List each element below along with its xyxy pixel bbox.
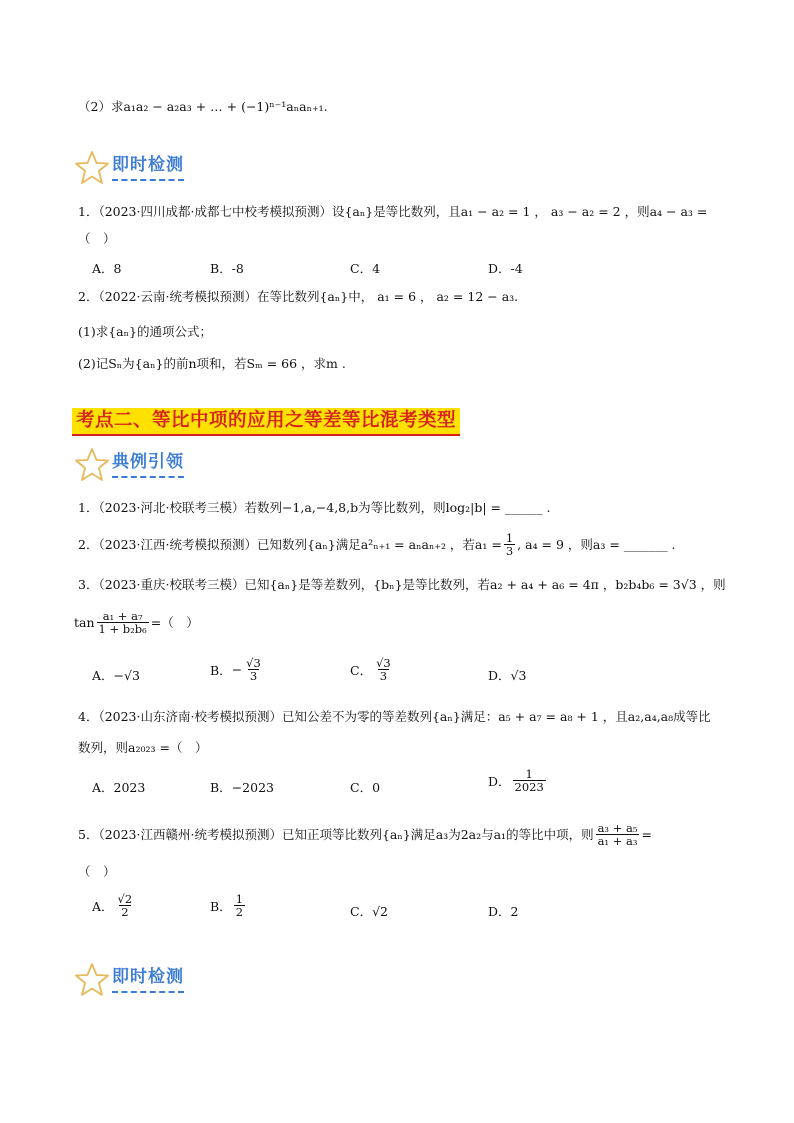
option-fraction <box>234 893 245 918</box>
example-4-stem-cont: 数列，则a₂₀₂₃ =（ ） <box>78 740 208 755</box>
star-icon <box>74 150 110 186</box>
fraction-denominator: 2 <box>235 905 244 920</box>
option-fraction <box>244 657 263 682</box>
example-3-expression <box>74 610 199 635</box>
example-4-option-b[interactable] <box>210 778 274 796</box>
example-1: 1．（2023·河北·校联考三模）若数列−1,a,−4,8,b为等比数列，则log₂|b| = ______ . <box>78 500 551 515</box>
example-label: 典例引领 <box>112 452 184 477</box>
option-value: √2 <box>372 904 388 919</box>
option-prefix: C． <box>350 780 373 795</box>
example-4-option-a[interactable] <box>92 778 145 796</box>
instant-check-label: 即时检测 <box>112 155 184 180</box>
option-prefix: A． <box>92 668 114 683</box>
problem-1-blank: （ ） <box>78 231 116 246</box>
example-2-fraction <box>504 532 515 557</box>
fraction-denominator: 3 <box>249 669 258 684</box>
fraction-denominator: 3 <box>379 669 388 684</box>
option-prefix: D． <box>488 773 511 789</box>
example-3-option-b[interactable] <box>210 657 265 682</box>
example-3-option-d[interactable] <box>488 666 526 684</box>
problem-1-option-c[interactable]: C．4 <box>350 261 381 276</box>
fraction-numerator: a₁ + a₇ <box>102 609 143 623</box>
fraction-numerator: √3 <box>246 656 261 670</box>
example-5-blank: （ ） <box>78 864 116 879</box>
option-prefix: A． <box>92 898 114 914</box>
fraction-numerator: 1 <box>525 767 533 781</box>
option-value: −2023 <box>231 780 274 795</box>
example-5-option-c[interactable] <box>350 902 388 920</box>
problem-2-part-2: (2)记Sₙ为{aₙ}的前n项和，若Sₘ = 66 ，求m . <box>78 356 346 371</box>
fraction-denominator: 2023 <box>514 780 544 795</box>
fraction-numerator: a₃ + a₅ <box>597 821 638 835</box>
example-5-fraction <box>596 822 640 847</box>
example-4-option-c[interactable] <box>350 778 380 796</box>
example-3-option-c[interactable] <box>350 657 395 682</box>
problem-2-stem: 2．（2022·云南·统考模拟预测）在等比数列{aₙ}中， a₁ = 6 ， a₂ = 12 − a₃. <box>78 289 519 304</box>
fraction-numerator: 1 <box>235 892 244 906</box>
instant-check-header <box>74 962 184 998</box>
fraction-denominator: a₁ + a₃ <box>597 834 638 849</box>
option-prefix: B． <box>210 662 232 678</box>
option-fraction <box>513 768 546 793</box>
option-value: 2 <box>510 904 519 919</box>
option-prefix: D． <box>488 668 511 683</box>
example-3-option-a[interactable] <box>92 666 140 684</box>
option-value: 0 <box>372 780 381 795</box>
problem-2-part-1: (1)求{aₙ}的通项公式； <box>78 324 212 339</box>
fraction-numerator: 1 <box>505 531 514 545</box>
example-5-eq: = <box>641 827 652 843</box>
option-value: 2023 <box>113 780 146 795</box>
problem-1-option-d[interactable]: D．-4 <box>488 261 523 276</box>
option-sign: − <box>231 662 243 678</box>
example-header <box>74 447 184 483</box>
option-fraction <box>374 657 393 682</box>
fraction-numerator: √3 <box>376 656 391 670</box>
option-prefix: A． <box>92 780 114 795</box>
example-3-tail: =（ ） <box>150 615 199 631</box>
example-4-option-d[interactable] <box>488 768 548 793</box>
fraction-denominator: 2 <box>121 905 129 920</box>
fraction-denominator: 1 + b₂b₆ <box>98 622 147 637</box>
example-3-fraction <box>97 610 149 635</box>
option-fraction <box>116 893 135 918</box>
problem-1-option-b[interactable]: B．-8 <box>210 261 244 276</box>
option-value: −√3 <box>113 668 140 683</box>
option-prefix: C． <box>350 662 373 678</box>
tan-label: tan <box>74 615 95 631</box>
option-prefix: B． <box>210 898 232 914</box>
example-5-stem <box>78 822 652 847</box>
section-title: 考点二、等比中项的应用之等差等比混考类型 <box>72 408 460 436</box>
star-icon <box>74 962 110 998</box>
example-5-option-b[interactable] <box>210 893 247 918</box>
example-5-option-d[interactable] <box>488 902 518 920</box>
instant-check-header <box>74 150 184 186</box>
example-3-stem: 3．（2023·重庆·校联考三模）已知{aₙ}是等差数列，{bₙ}是等比数列，若a₂ + a₄ + a₆ = 4π ，b₂b₄b₆ = 3√3 ，则 <box>78 577 726 592</box>
example-5-text: 5．（2023·江西赣州·统考模拟预测）已知正项等比数列{aₙ}满足a₃为2a₂与a₁的等比中项，则 <box>78 827 594 843</box>
fraction-numerator: √2 <box>117 892 133 906</box>
fraction-denominator: 3 <box>505 544 514 559</box>
option-prefix: C． <box>350 904 373 919</box>
example-2-text-a: 2．（2023·江西·统考模拟预测）已知数列{aₙ}满足a²ₙ₊₁ = aₙaₙ₊₂ ，若a₁ = <box>78 537 502 553</box>
example-5-option-a[interactable] <box>92 893 136 918</box>
option-value: √3 <box>510 668 527 683</box>
problem-1-stem: 1．（2023·四川成都·成都七中校考模拟预测）设{aₙ}是等比数列，且a₁ − a₂ = 1 ， a₃ − a₂ = 2 ，则a₄ − a₃ = <box>78 204 708 219</box>
instant-check-label: 即时检测 <box>112 967 184 992</box>
example-2-text-b: , a₄ = 9 ，则a₃ = _______ . <box>517 537 676 553</box>
example-2 <box>78 532 676 557</box>
example-4-stem: 4．（2023·山东济南·校考模拟预测）已知公差不为零的等差数列{aₙ}满足：a₅ + a₇ = a₈ + 1 ，且a₂,a₄,a₈成等比 <box>78 709 711 724</box>
option-prefix: B． <box>210 780 232 795</box>
problem-1-option-a[interactable]: A．8 <box>92 261 122 276</box>
option-prefix: D． <box>488 904 511 919</box>
question-part-2: （2）求a₁a₂ − a₂a₃ + … + (−1)ⁿ⁻¹aₙaₙ₊₁. <box>78 99 328 114</box>
star-icon <box>74 447 110 483</box>
